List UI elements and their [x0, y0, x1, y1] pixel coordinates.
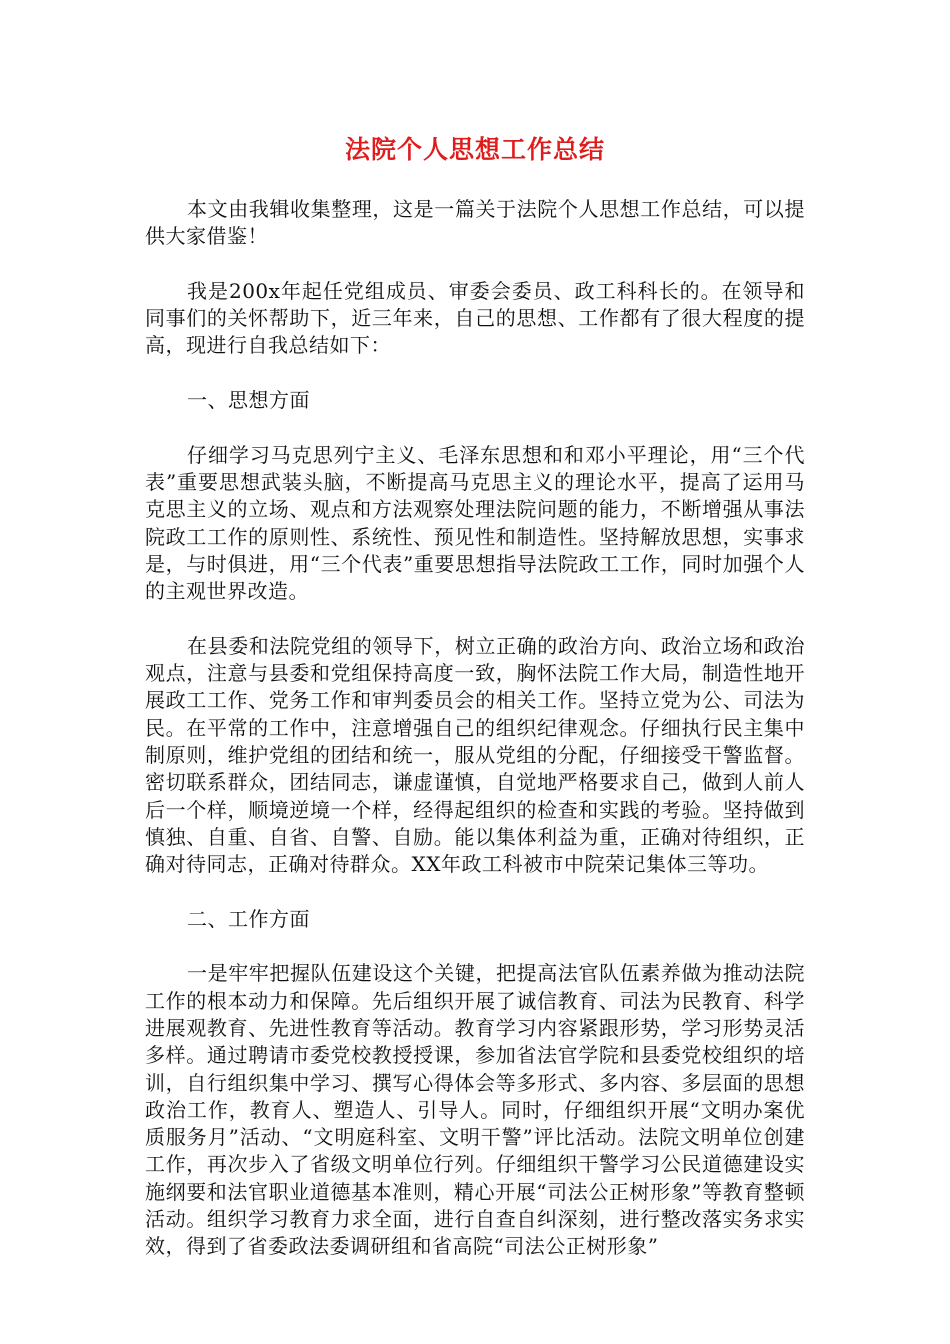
work-paragraph-1: 一是牢牢把握队伍建设这个关键，把提高法官队伍素养做为推动法院工作的根本动力和保障。先后组织开展了诚信教育、司法为民教育、科学进展观教育、先进性教育等活动。教育学习内容紧跟形势，学习形势灵活多样。通过聘请市委党校教授授课，参加省法官学院和县委党校组织的培训，自行组织集中学习、撰写心得体会等多形式、多内容、多层面的思想政治工作，教育人、塑造人、引导人。同时，仔细组织开展“文明办案优质服务月”活动、“文明庭科室、文明干警”评比活动。法院文明单位创建工作，再次步入了省级文明单位行列。仔细组织干警学习公民道德建设实施纲要和法官职业道德基本准则，精心开展“司法公正树形象”等教育整顿活动。组织学习教育力求全面，进行自查自纠深刻，进行整改落实务求实效，得到了省委政法委调研组和省高院“司法公正树形象” — [145, 961, 805, 1259]
section-heading-work: 二、工作方面 — [187, 906, 310, 931]
thought-paragraph-2: 在县委和法院党组的领导下，树立正确的政治方向、政治立场和政治观点，注意与县委和党组保持高度一致，胸怀法院工作大局，制造性地开展政工工作、党务工作和审判委员会的相关工作。坚持立党为公、司法为民。在平常的工作中，注意增强自己的组织纪律观念。仔细执行民主集中制原则，维护党组的团结和统一，服从党组的分配，仔细接受干警监督。密切联系群众，团结同志，谦虚谨慎，自觉地严格要求自己，做到人前人后一个样，顺境逆境一个样，经得起组织的检查和实践的考验。坚持做到慎独、自重、自省、自警、自励。能以集体利益为重，正确对待组织，正确对待同志，正确对待群众。XX年政工科被市中院荣记集体三等功。 — [145, 633, 805, 877]
intro-paragraph: 本文由我辑收集整理，这是一篇关于法院个人思想工作总结，可以提供大家借鉴！ — [145, 197, 805, 249]
document-title: 法院个人思想工作总结 — [344, 135, 605, 164]
thought-paragraph-1: 仔细学习马克思列宁主义、毛泽东思想和和邓小平理论，用“三个代表”重要思想武装头脑，不断提高马克思主义的理论水平，提高了运用马克思主义的立场、观点和方法观察处理法院问题的能力，不断增强从事法院政工工作的原则性、系统性、预见性和制造性。坚持解放思想，实事求是，与时俱进，用“三个代表”重要思想指导法院政工工作，同时加强个人的主观世界改造。 — [145, 442, 805, 604]
opening-paragraph: 我是200x年起任党组成员、审委会委员、政工科科长的。在领导和同事们的关怀帮助下，近三年来，自己的思想、工作都有了很大程度的提高，现进行自我总结如下： — [145, 278, 805, 358]
document-body — [145, 196, 805, 1288]
section-heading-thought: 一、思想方面 — [187, 388, 310, 413]
